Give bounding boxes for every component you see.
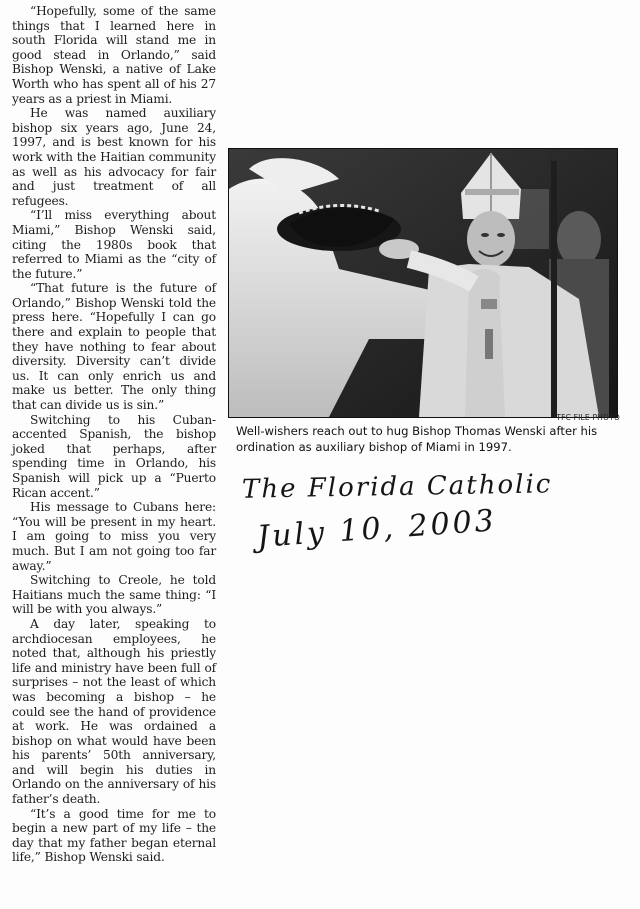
photo-credit: TFC FILE PHOTO: [556, 413, 620, 422]
handwritten-date: July 10, 2003: [256, 503, 498, 555]
article-paragraph: “I’ll miss everything about Miami,” Bishop Wenski said, citing the 1980s book that referred to Miami as the “city of the future.”: [12, 208, 216, 281]
article-paragraph: “It’s a good time for me to begin a new part of my life – the day that my father began eternal life,” Bishop Wenski said.: [12, 806, 216, 865]
news-photo: [228, 148, 618, 418]
article-paragraph: “Hopefully, some of the same things that I learned here in south Florida will stand me in good stead in Orlando,” said Bishop Wenski, a native of Lake Worth who has spent all of his 27 years as a priest in Miami.: [12, 4, 216, 106]
article-paragraph: “That future is the future of Orlando,” Bishop Wenski told the press here. “Hopefully I can go there and explain to people that they have nothing to fear about diversity. Diversity can’t divide us. It can only enrich us and make us better. The only thing that can divide us is sin.”: [12, 281, 216, 413]
article-paragraph: A day later, speaking to archdiocesan employees, he noted that, although his priestly life and ministry have been full of surprises – not the least of which was becoming a bishop – he could see the hand of providence at work. He was ordained a bishop on what would have been his parents’ 50th anniversary, and will begin his duties in Orlando on the anniversary of his father’s death.: [12, 616, 216, 807]
news-photo-block: [228, 140, 618, 420]
article-paragraph: He was named auxiliary bishop six years ago, June 24, 1997, and is best known for his work with the Haitian community as well as his advocacy for fair and just treatment of all refugees.: [12, 106, 216, 208]
article-column: [12, 4, 216, 865]
article-paragraph: His message to Cubans here: “You will be present in my heart. I am going to miss you very much. But I am not going too far away.”: [12, 500, 216, 573]
article-paragraph: Switching to Creole, he told Haitians much the same thing: “I will be with you always.”: [12, 573, 216, 617]
article-paragraph: Switching to his Cuban-accented Spanish, the bishop joked that perhaps, after spending time in Orlando, his Spanish will pick up a “Puerto Rican accent.”: [12, 412, 216, 500]
photo-caption: Well-wishers reach out to hug Bishop Thomas Wenski after his ordination as auxiliary bishop of Miami in 1997.: [236, 424, 598, 454]
handwritten-publication-name: The Florida Catholic: [241, 469, 553, 505]
